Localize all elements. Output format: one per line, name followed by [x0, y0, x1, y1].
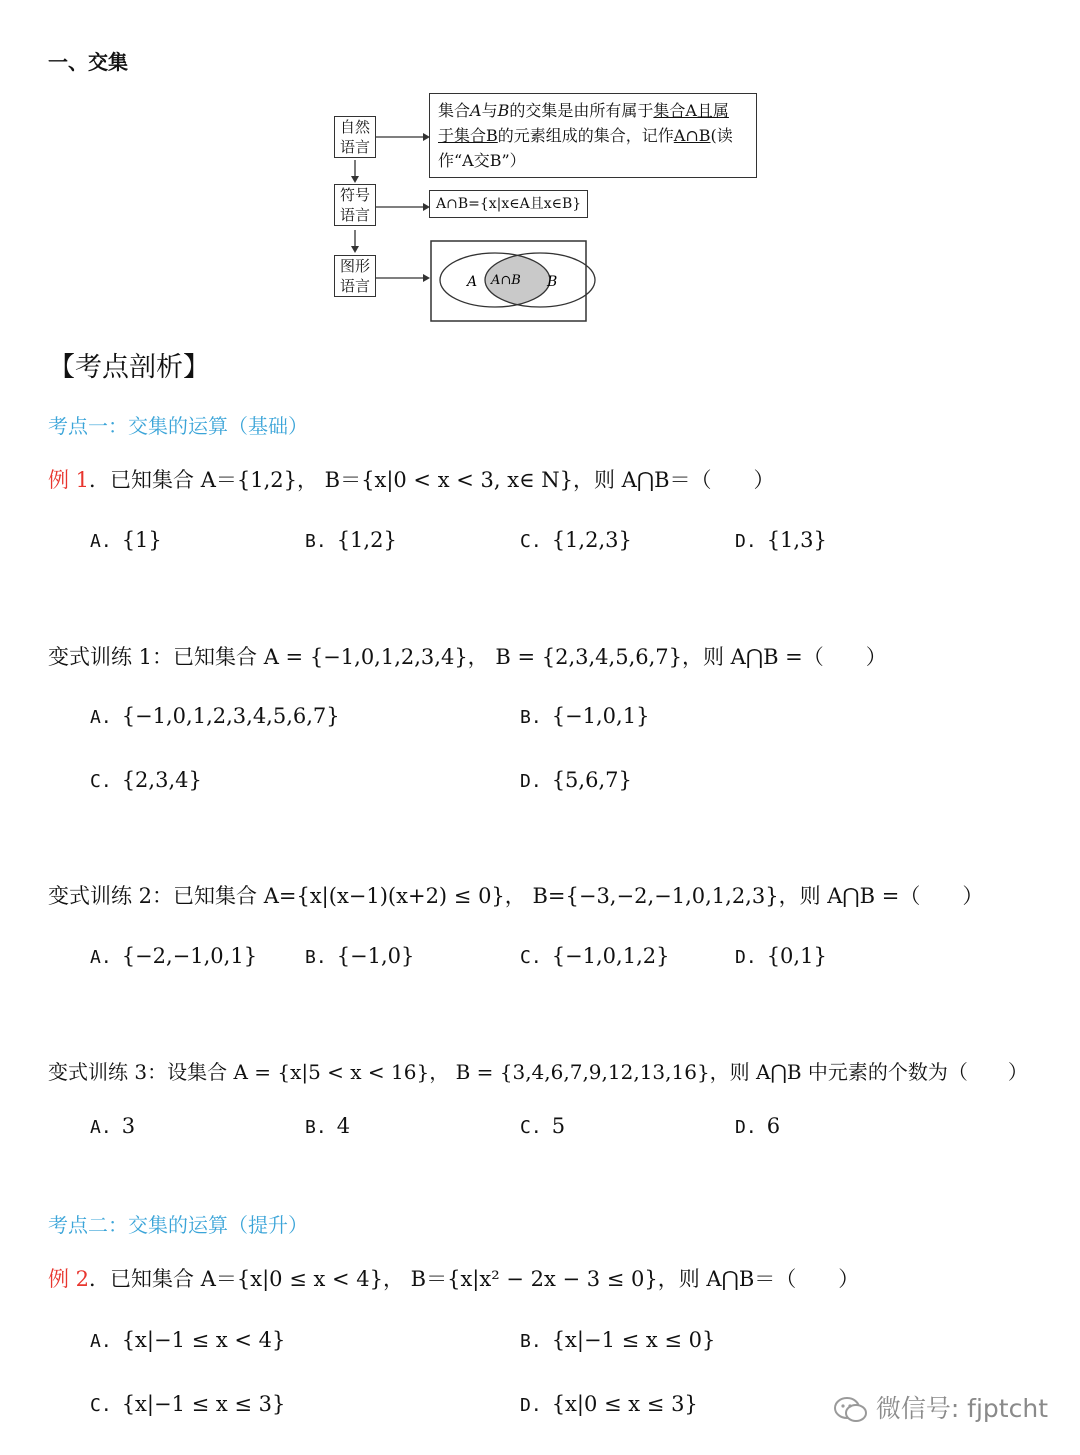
symbol-language-box: A∩B={x|x∈A且x∈B} — [429, 190, 588, 218]
variant-1-option-a[interactable]: A. {−1,0,1,2,3,4,5,6,7} — [90, 704, 340, 728]
example-1-option-d[interactable]: D. {1,3} — [735, 528, 827, 552]
example-1-label: 例 1 — [48, 468, 90, 492]
venn-label-a: A — [467, 274, 478, 290]
variant-2-option-b[interactable]: B. {−1,0} — [305, 944, 415, 968]
kaodian-2-title: 考点二：交集的运算（提升） — [48, 1213, 308, 1237]
section-title: 一、交集 — [48, 50, 128, 74]
variant-1-option-c[interactable]: C. {2,3,4} — [90, 768, 202, 792]
kaodian-1-title: 考点一：交集的运算（基础） — [48, 414, 308, 438]
variant-1-option-b[interactable]: B. {−1,0,1} — [520, 704, 650, 728]
example-1-question: 例 1．已知集合 A＝{1,2}， B＝{x|0 < x < 3, x∈ N}，则 A⋂B＝（ ） — [48, 468, 775, 492]
venn-label-b: B — [547, 274, 558, 290]
variant-1-question: 变式训练 1：已知集合 A = {−1,0,1,2,3,4}， B = {2,3,4,5,6,7}，则 A⋂B =（ ） — [48, 645, 887, 669]
variant-3-option-d[interactable]: D. 6 — [735, 1114, 781, 1138]
variant-1-option-d[interactable]: D. {5,6,7} — [520, 768, 632, 792]
wechat-watermark: 微信号: fjptcht — [832, 1389, 1048, 1425]
analysis-title: 【考点剖析】 — [48, 352, 210, 383]
example-1-option-a[interactable]: A. {1} — [90, 528, 162, 552]
venn-label-ab: A∩B — [491, 273, 521, 288]
label-symbol-language: 符号 语言 — [334, 184, 376, 226]
example-1-option-b[interactable]: B. {1,2} — [305, 528, 397, 552]
example-2-option-a[interactable]: A. {x|−1 ≤ x < 4} — [90, 1328, 286, 1352]
label-graph-language: 图形 语言 — [334, 255, 376, 297]
variant-3-option-c[interactable]: C. 5 — [520, 1114, 566, 1138]
natural-language-box: 集合A与B的交集是由所有属于集合A且属 于集合B的元素组成的集合，记作A∩B(读 作“A交B”） — [429, 93, 757, 178]
example-2-option-c[interactable]: C. {x|−1 ≤ x ≤ 3} — [90, 1392, 286, 1416]
label-natural-language: 自然 语言 — [334, 116, 376, 158]
variant-2-option-d[interactable]: D. {0,1} — [735, 944, 827, 968]
example-2-label: 例 2 — [48, 1267, 90, 1291]
example-1-option-c[interactable]: C. {1,2,3} — [520, 528, 632, 552]
example-2-question: 例 2．已知集合 A＝{x|0 ≤ x < 4}， B＝{x|x² − 2x − 3 ≤ 0}，则 A⋂B＝（ ） — [48, 1267, 860, 1291]
variant-2-option-c[interactable]: C. {−1,0,1,2} — [520, 944, 670, 968]
variant-3-question: 变式训练 3：设集合 A = {x|5 < x < 16}， B = {3,4,6,7,9,12,13,16}，则 A⋂B 中元素的个数为（ ） — [48, 1060, 1028, 1084]
wechat-icon — [832, 1395, 870, 1425]
example-2-option-d[interactable]: D. {x|0 ≤ x ≤ 3} — [520, 1392, 698, 1416]
example-2-option-b[interactable]: B. {x|−1 ≤ x ≤ 0} — [520, 1328, 716, 1352]
variant-3-option-a[interactable]: A. 3 — [90, 1114, 136, 1138]
variant-2-question: 变式训练 2：已知集合 A={x|(x−1)(x+2) ≤ 0}， B={−3,−2,−1,0,1,2,3}，则 A⋂B =（ ） — [48, 884, 984, 908]
intersection-diagram — [330, 90, 760, 330]
variant-3-option-b[interactable]: B. 4 — [305, 1114, 351, 1138]
variant-2-option-a[interactable]: A. {−2,−1,0,1} — [90, 944, 258, 968]
